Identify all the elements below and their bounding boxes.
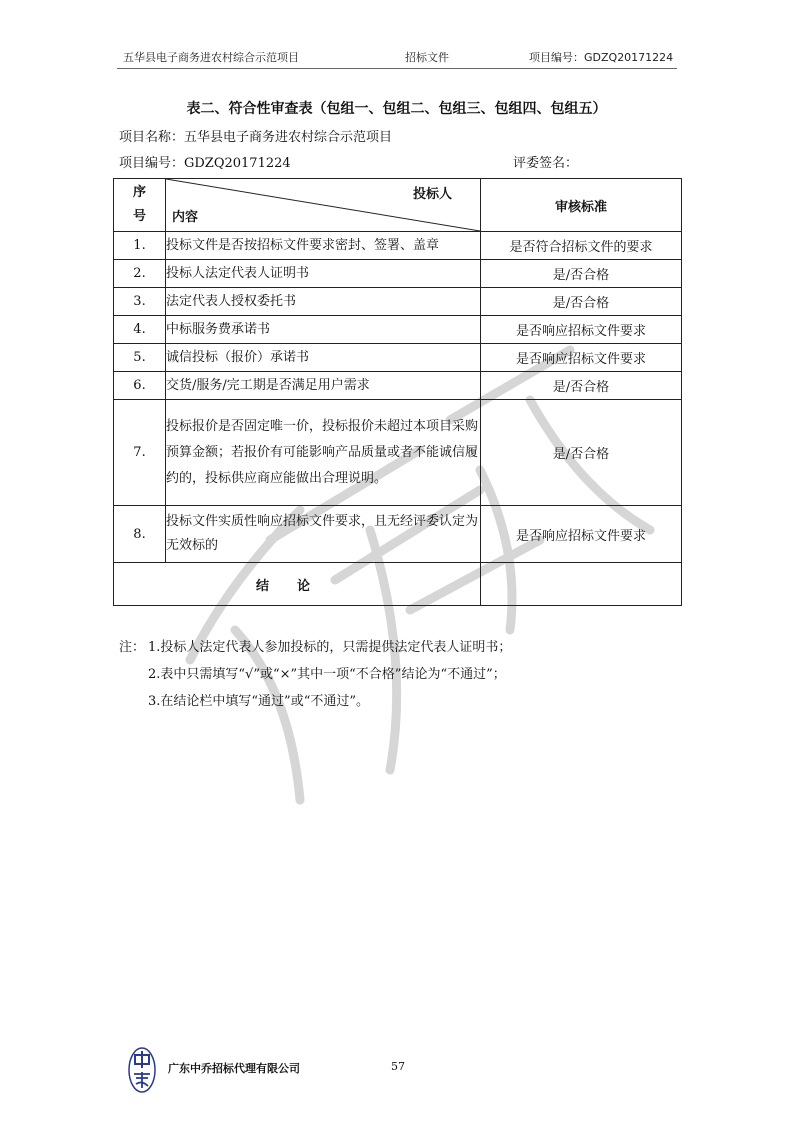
- header-bidder-label: 投标人: [412, 187, 452, 202]
- row-standard: 是否响应招标文件要求: [481, 316, 682, 344]
- row-standard: 是/否合格: [481, 372, 682, 400]
- row-index: 2.: [114, 260, 166, 288]
- project-code-line: 项目编号：GDZQ20171224: [119, 156, 291, 171]
- project-name-line: 项目名称：五华县电子商务进农村综合示范项目: [119, 130, 393, 145]
- page-header: [117, 49, 677, 69]
- header-divider: [117, 68, 677, 69]
- row-standard: 是否符合招标文件的要求: [481, 232, 682, 260]
- row-standard: 是/否合格: [481, 260, 682, 288]
- row-content: 中标服务费承诺书: [166, 316, 481, 344]
- row-standard: 是/否合格: [481, 288, 682, 316]
- company-logo-icon: [127, 1046, 157, 1094]
- row-index: 3.: [114, 288, 166, 316]
- table-row: [114, 372, 682, 400]
- compliance-review-table: [113, 178, 682, 606]
- header-index-line2: 号: [132, 209, 146, 224]
- header-document-type: 招标文件: [405, 51, 449, 64]
- header-project-title: 五华县电子商务进农村综合示范项目: [123, 51, 299, 64]
- header-standard-cell: 审核标准: [481, 179, 682, 232]
- row-index: 7.: [114, 400, 166, 506]
- table-row: [114, 232, 682, 260]
- row-content: 法定代表人授权委托书: [166, 288, 481, 316]
- row-standard: 是否响应招标文件要求: [481, 506, 682, 563]
- row-content: 投标报价是否固定唯一价，投标报价未超过本项目采购预算金额；若报价有可能影响产品质量或者不能诚信履约的，投标供应商应能做出合理说明。: [166, 400, 481, 506]
- reviewer-signature-label: 评委签名：: [513, 156, 579, 171]
- header-project-code: 项目编号：GDZQ20171224: [529, 51, 674, 64]
- header-index-line1: 序: [132, 185, 146, 200]
- header-index-cell: [114, 179, 166, 232]
- row-index: 6.: [114, 372, 166, 400]
- conclusion-row: [114, 563, 682, 606]
- table-title: 表二、符合性审查表（包组一、包组二、包组三、包组四、包组五）: [186, 101, 607, 117]
- row-index: 4.: [114, 316, 166, 344]
- page-footer: [127, 1046, 427, 1096]
- row-index: 8.: [114, 506, 166, 563]
- row-index: 5.: [114, 344, 166, 372]
- table-header-row: [114, 179, 682, 232]
- table-row: [114, 400, 682, 506]
- notes-prefix: 注：: [119, 640, 146, 655]
- row-standard: 是否响应招标文件要求: [481, 344, 682, 372]
- row-standard: 是/否合格: [481, 400, 682, 506]
- note-text: 1.投标人法定代表人参加投标的，只需提供法定代表人证明书；: [148, 640, 512, 655]
- table-row: [114, 316, 682, 344]
- row-content: 投标人法定代表人证明书: [166, 260, 481, 288]
- row-content: 交货/服务/完工期是否满足用户需求: [166, 372, 481, 400]
- conclusion-input-cell[interactable]: [481, 563, 682, 606]
- company-name: 广东中乔招标代理有限公司: [168, 1062, 300, 1075]
- table-row: [114, 344, 682, 372]
- header-content-label: 内容: [172, 210, 199, 225]
- row-content: 诚信投标（报价）承诺书: [166, 344, 481, 372]
- table-row: [114, 260, 682, 288]
- row-index: 1.: [114, 232, 166, 260]
- note-text: 3.在结论栏中填写“通过”或“不通过”。: [148, 694, 369, 709]
- row-content: 投标文件是否按招标文件要求密封、签署、盖章: [166, 232, 481, 260]
- header-diagonal-cell: [166, 179, 481, 232]
- row-content: 投标文件实质性响应招标文件要求，且无经评委认定为无效标的: [166, 506, 481, 563]
- page-number: 57: [391, 1060, 405, 1073]
- table-row: [114, 288, 682, 316]
- note-text: 2.表中只需填写“√”或“×”其中一项“不合格”结论为“不通过”；: [148, 667, 506, 682]
- table-row: [114, 506, 682, 563]
- conclusion-label: 结论: [114, 563, 481, 606]
